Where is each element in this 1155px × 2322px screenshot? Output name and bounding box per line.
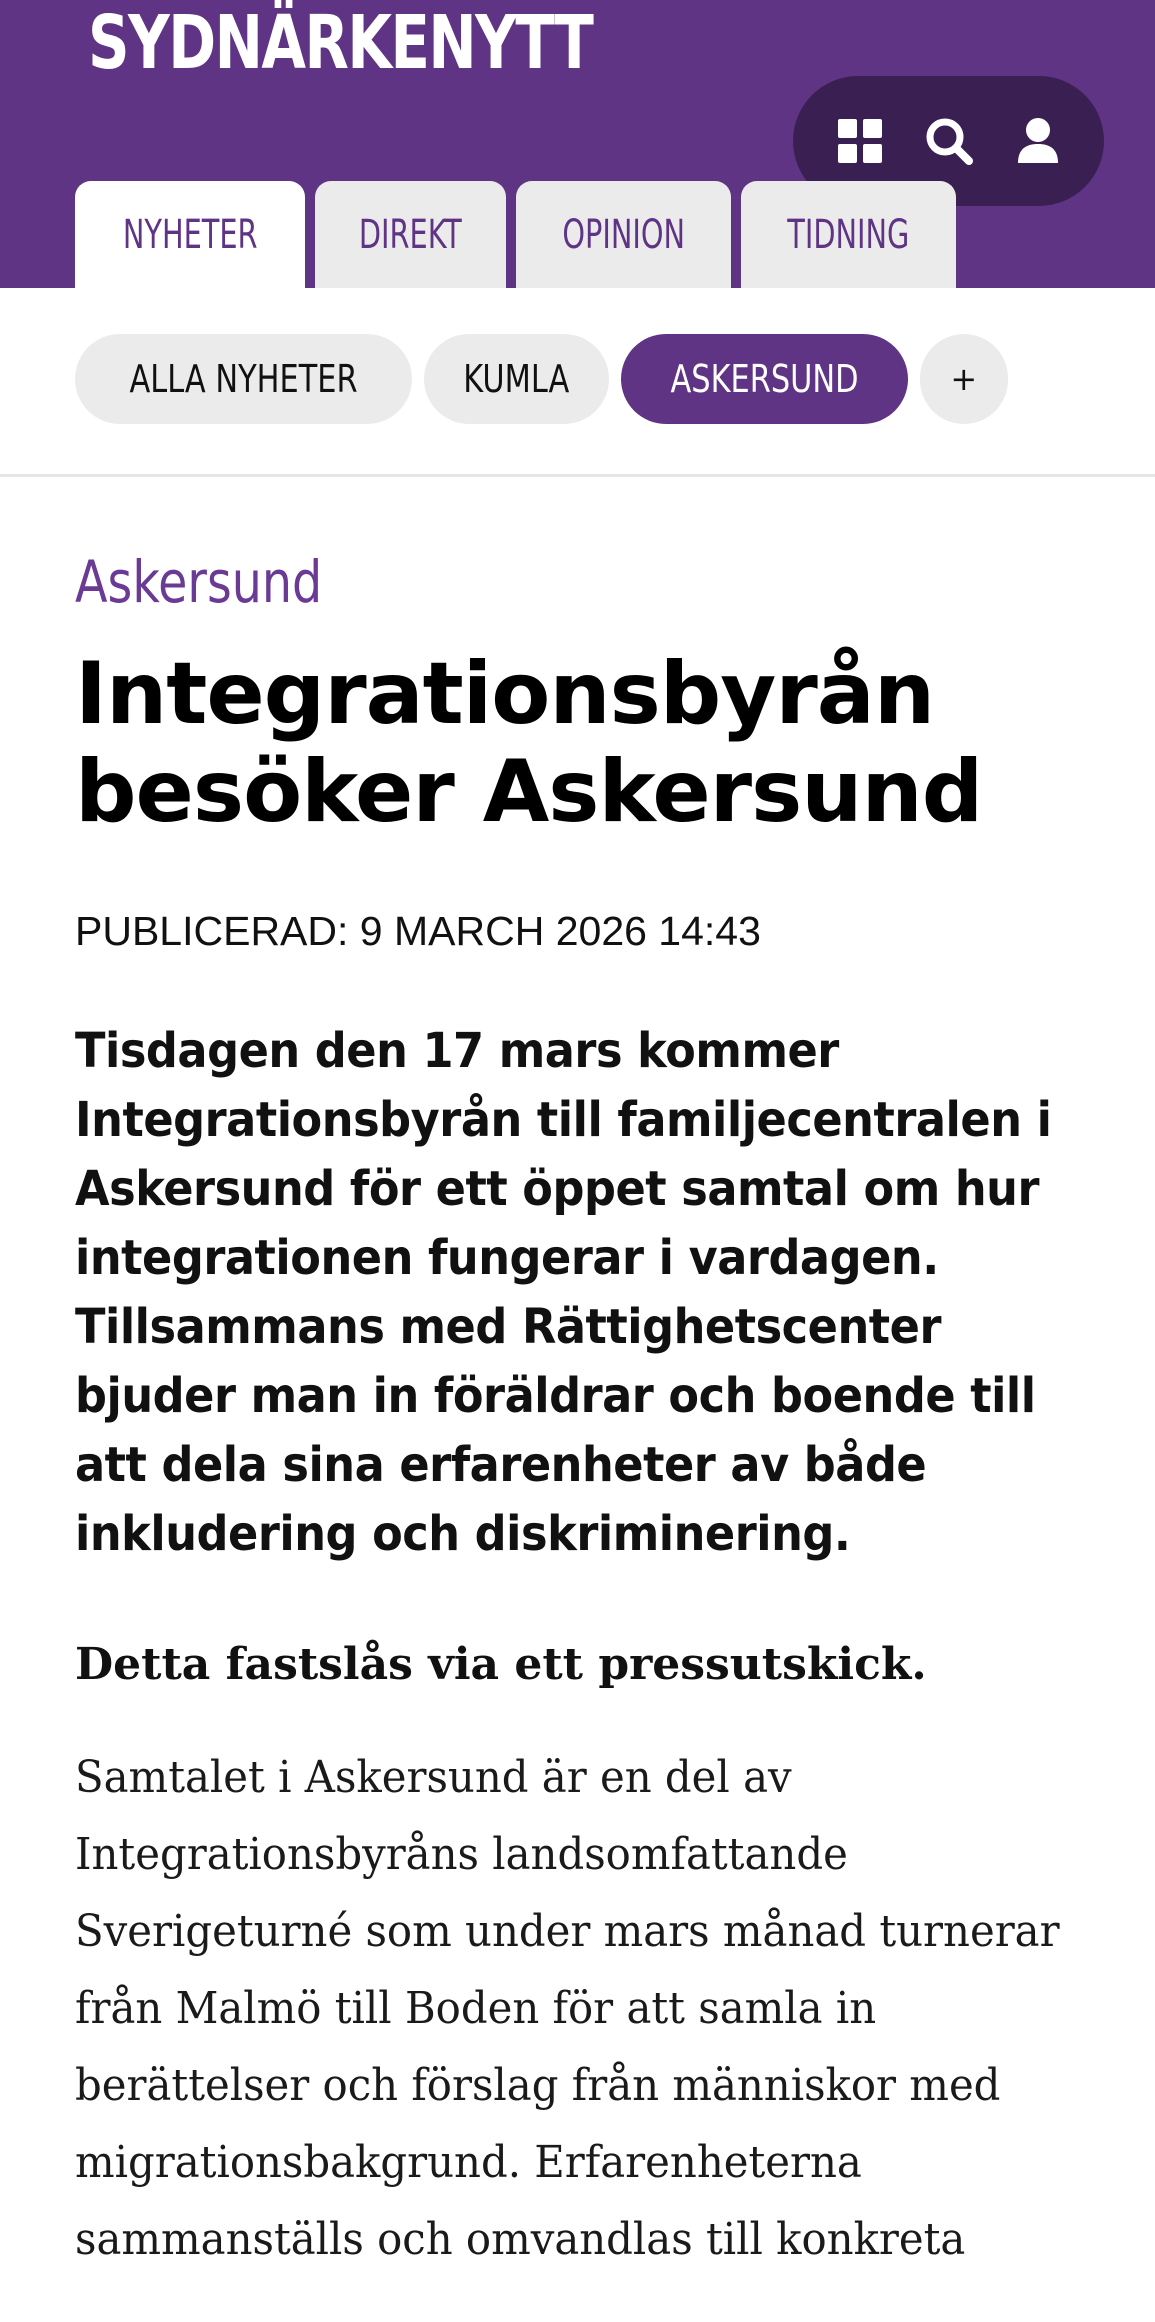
tab-label: OPINION	[562, 211, 685, 258]
site-logo[interactable]: SYDNÄRKENYTT	[88, 0, 593, 86]
tab-tidning[interactable]	[741, 181, 956, 288]
article-headline: Integrationsbyrån besöker Askersund	[75, 644, 983, 842]
site-header	[0, 0, 1155, 288]
tab-label: DIREKT	[359, 211, 463, 258]
chip-kumla[interactable]	[424, 334, 609, 424]
section-label[interactable]: Askersund	[75, 548, 323, 616]
chip-askersund[interactable]	[621, 334, 908, 424]
tab-label: NYHETER	[122, 211, 258, 258]
user-icon[interactable]	[1009, 112, 1067, 170]
chip-label: KUMLA	[463, 357, 570, 401]
published-date: PUBLICERAD: 9 MARCH 2026 14:43	[75, 908, 761, 954]
article-body: Samtalet i Askersund är en del av Integrationsbyråns landsomfattande Sverigeturné som under mars månad turnerar från Malmö till Boden för att samla in berättelser och förslag från människor med migrationsbakgrund. Erfarenheterna sammanställs och omvandlas till konkreta	[75, 1752, 1060, 2265]
sub-navigation	[75, 334, 1008, 424]
tab-label: TIDNING	[787, 211, 910, 258]
source-note: Detta fastslås via ett pressutskick.	[75, 1639, 927, 1690]
chip-alla-nyheter[interactable]	[75, 334, 412, 424]
article-lead: Tisdagen den 17 mars kommer Integrationsbyrån till familjecentralen i Askersund för ett öppet samtal om hur integrationen fungerar i vardagen. Tillsammans med Rättighetscenter bjuder man in föräldrar och boende till att dela sina erfarenheter av både inkludering och diskriminering.	[75, 1023, 1052, 1562]
article	[75, 545, 1085, 2322]
tab-direkt[interactable]	[315, 181, 506, 288]
search-icon[interactable]	[920, 112, 978, 170]
tab-opinion[interactable]	[516, 181, 731, 288]
plus-icon: +	[950, 360, 978, 398]
main-tabs	[75, 181, 956, 288]
tab-nyheter[interactable]	[75, 181, 305, 288]
grid-icon[interactable]	[831, 112, 889, 170]
more-sections-button[interactable]	[920, 334, 1008, 424]
divider	[0, 474, 1155, 477]
chip-label: ALLA NYHETER	[129, 357, 358, 401]
chip-label: ASKERSUND	[670, 357, 859, 401]
